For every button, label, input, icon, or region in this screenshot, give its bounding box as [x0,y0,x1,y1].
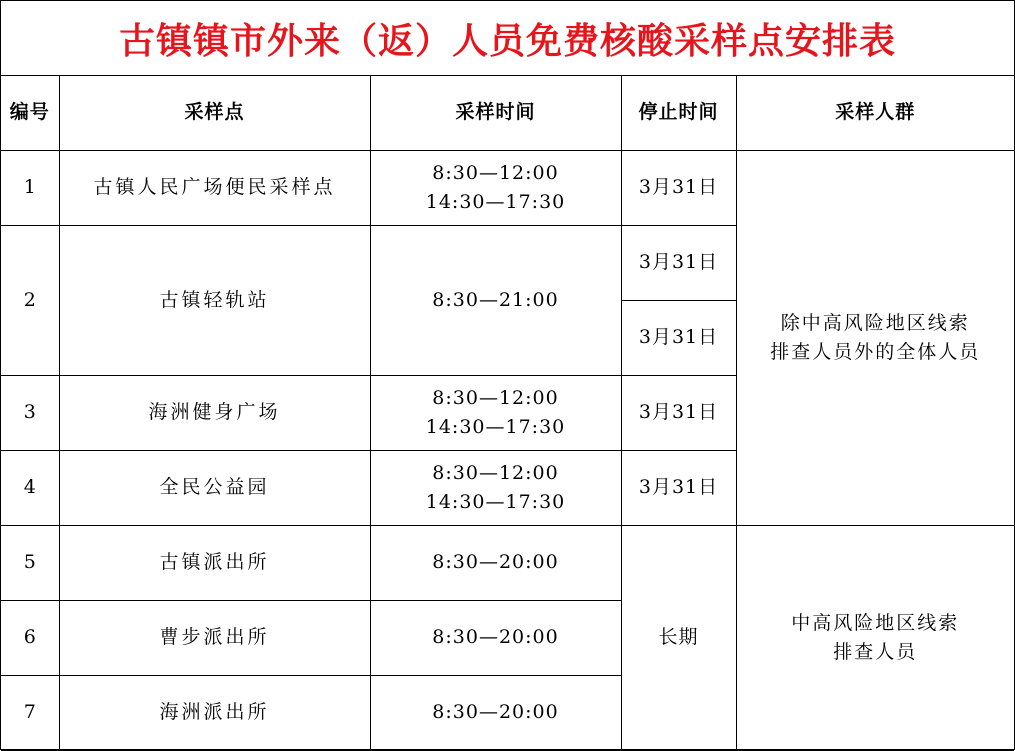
row-stop: 3月31日 [621,300,736,375]
row-site: 海洲派出所 [59,675,370,750]
time-line: 14:30—17:30 [425,190,566,213]
time-line: 14:30—17:30 [425,490,566,513]
table-row [1,525,1014,600]
time-line: 14:30—17:30 [425,415,566,438]
time-line: 8:30—20:00 [432,701,559,723]
crowd-line: 排查人员外的全体人员 [770,340,981,363]
row-time [370,450,621,525]
time-line: 8:30—20:00 [432,551,559,573]
schedule-table [1,76,1014,751]
row-no: 6 [1,600,59,675]
page-title: 古镇镇市外来（返）人员免费核酸采样点安排表 [1,1,1014,76]
time-line: 8:30—20:00 [432,626,559,648]
time-line: 8:30—12:00 [432,461,559,484]
row-no: 5 [1,525,59,600]
row-stop: 3月31日 [621,225,736,300]
header-no: 编号 [1,76,59,150]
crowd-line: 排查人员 [833,640,918,663]
header-site: 采样点 [59,76,370,150]
stop-group-2: 长期 [621,525,736,750]
crowd-group-2 [736,525,1014,750]
table-row [1,150,1014,225]
crowd-line: 除中高风险地区线索 [780,311,970,334]
row-time [370,675,621,750]
crowd-line: 中高风险地区线索 [791,611,960,634]
row-stop: 3月31日 [621,450,736,525]
table-header-row [1,76,1014,150]
row-no: 4 [1,450,59,525]
row-site: 海洲健身广场 [59,375,370,450]
row-time [370,150,621,225]
row-time [370,600,621,675]
row-no: 7 [1,675,59,750]
row-site: 古镇派出所 [59,525,370,600]
row-no: 3 [1,375,59,450]
header-crowd: 采样人群 [736,76,1014,150]
row-stop: 3月31日 [621,150,736,225]
row-site: 古镇人民广场便民采样点 [59,150,370,225]
row-time [370,225,621,375]
header-stop: 停止时间 [621,76,736,150]
crowd-group-1 [736,150,1014,525]
time-line: 8:30—21:00 [432,288,559,311]
time-line: 8:30—12:00 [432,386,559,409]
row-time [370,525,621,600]
row-time [370,375,621,450]
time-line: 8:30—12:00 [432,161,559,184]
header-time: 采样时间 [370,76,621,150]
row-no: 2 [1,225,59,375]
row-site: 古镇轻轨站 [59,225,370,375]
row-site: 曹步派出所 [59,600,370,675]
row-stop: 3月31日 [621,375,736,450]
row-site: 全民公益园 [59,450,370,525]
row-no: 1 [1,150,59,225]
